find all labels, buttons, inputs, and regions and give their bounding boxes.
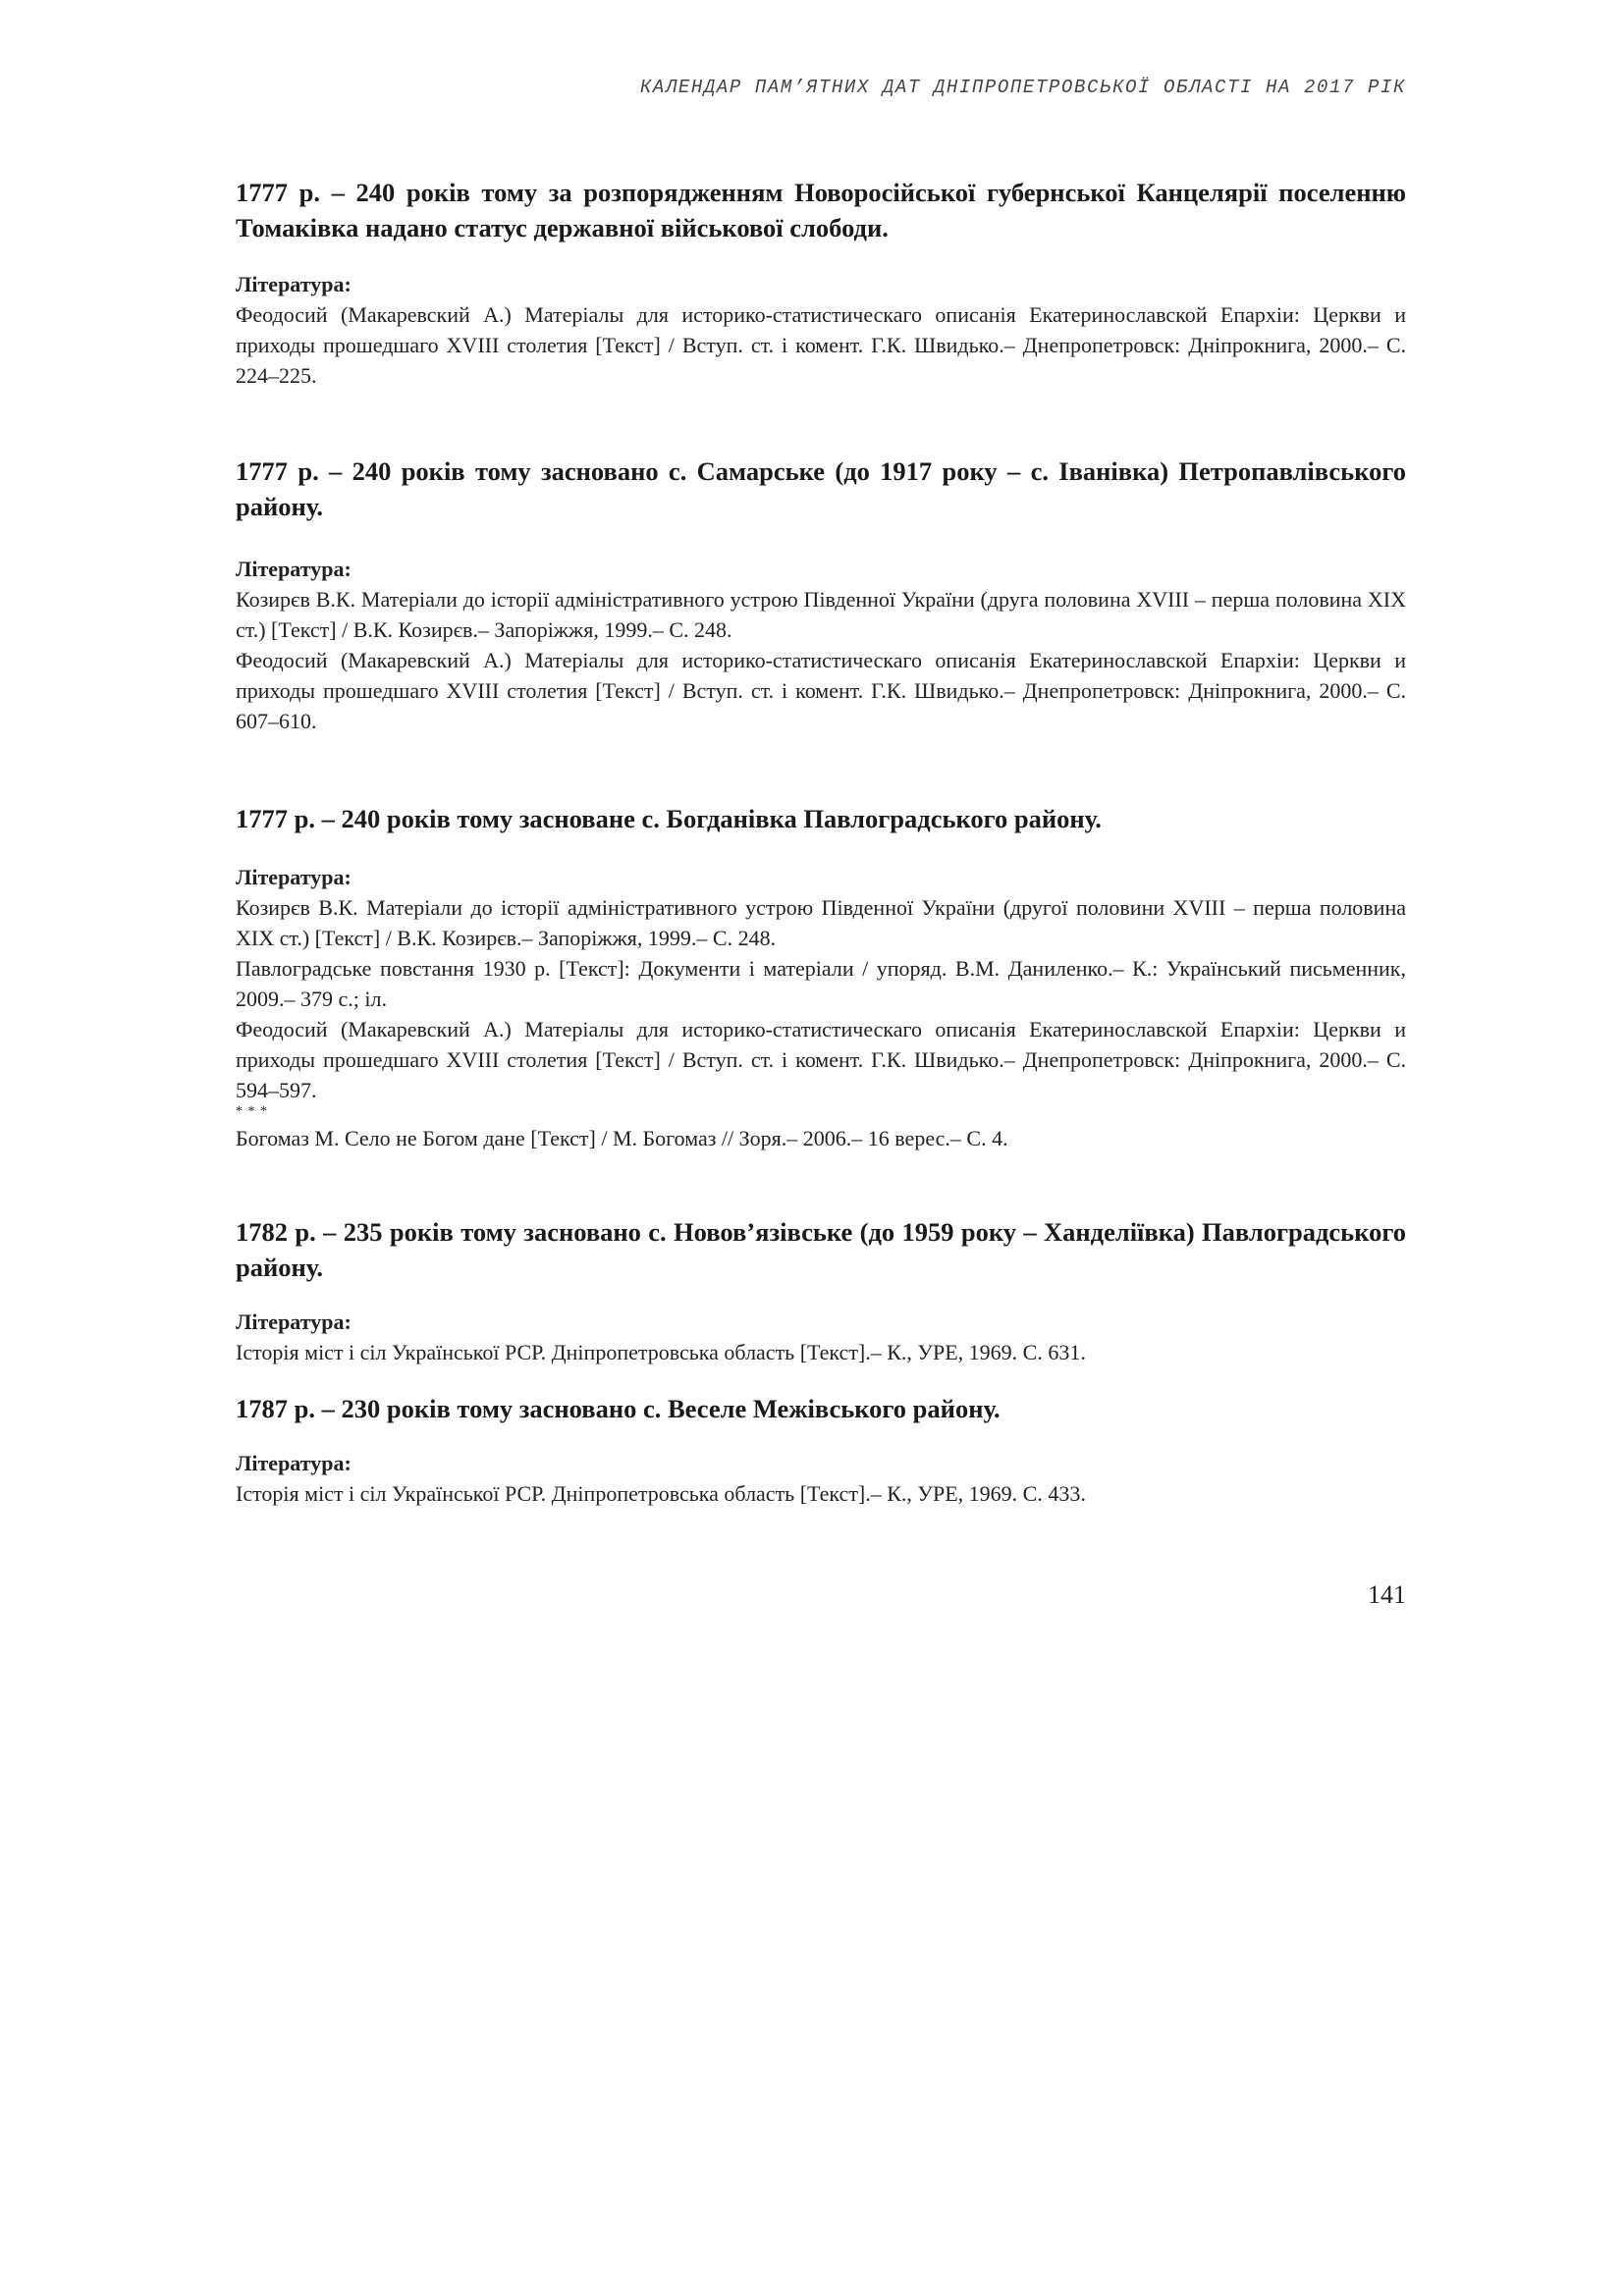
entry-title: 1787 р. – 230 років тому засновано с. Веселе Межівського району. bbox=[236, 1394, 1001, 1423]
calendar-entry bbox=[236, 454, 1406, 736]
running-header: КАЛЕНДАР ПАМ’ЯТНИХ ДАТ ДНІПРОПЕТРОВСЬКОЇ ОБЛАСТІ НА 2017 РІК bbox=[639, 77, 1406, 98]
section-separator: * * * bbox=[236, 1104, 268, 1119]
literature-heading: Література: bbox=[236, 1309, 352, 1334]
literature-reference: Феодосий (Макаревский А.) Матеріалы для историко-статистическаго описанія Екатеринославской Епархіи: Церкви и приходы прошедшаго XVIII столетия [Текст] / Вступ. ст. і комент. Г.К. Швидько.– Днепропетровск: Дніпрокнига, 2000.– С. 607–610. bbox=[236, 648, 1406, 733]
literature-heading: Література: bbox=[236, 557, 352, 581]
page-content bbox=[236, 175, 1406, 1509]
calendar-entry bbox=[236, 175, 1406, 391]
calendar-entry bbox=[236, 801, 1406, 1153]
entry-title: 1777 р. – 240 років тому засноване с. Богданівка Павлоградського району. bbox=[236, 804, 1102, 833]
literature-reference: Феодосий (Макаревский А.) Матеріалы для историко-статистическаго описанія Екатеринославской Епархіи: Церкви и приходы прошедшаго XVIII столетия [Текст] / Вступ. ст. і комент. Г.К. Швидько.– Днепропетровск: Дніпрокнига, 2000.– С. 594–597. bbox=[236, 1017, 1406, 1102]
calendar-entry bbox=[236, 1391, 1406, 1509]
entry-title: 1782 р. – 235 років тому засновано с. Нововʼязівське (до 1959 року – Ханделіївка) Павлоградського району. bbox=[236, 1217, 1406, 1282]
calendar-entry bbox=[236, 1214, 1406, 1367]
entry-title: 1777 р. – 240 років тому засновано с. Самарське (до 1917 року – с. Іванівка) Петропавлівського району. bbox=[236, 456, 1406, 521]
entry-title: 1777 р. – 240 років тому за розпорядженням Новоросійської губернської Канцелярії поселенню Томаківка надано статус державної військової слободи. bbox=[236, 178, 1406, 242]
literature-heading: Література: bbox=[236, 865, 352, 889]
literature-reference: Богомаз М. Село не Богом дане [Текст] / М. Богомаз // Зоря.– 2006.– 16 верес.– С. 4. bbox=[236, 1126, 1008, 1150]
literature-reference: Феодосий (Макаревский А.) Матеріалы для историко-статистическаго описанія Екатеринославской Епархіи: Церкви и приходы прошедшаго XVIII столетия [Текст] / Вступ. ст. і комент. Г.К. Швидько.– Днепропетровск: Дніпрокнига, 2000.– С. 224–225. bbox=[236, 302, 1406, 388]
literature-reference: Павлоградське повстання 1930 р. [Текст]: Документи і матеріали / упоряд. В.М. Даниленко.– К.: Український письменник, 2009.– 379 с.; іл. bbox=[236, 956, 1406, 1011]
literature-reference: Козирєв В.К. Матеріали до історії адміністративного устрою Південної України (друга половина XVIII – перша половина XIX ст.) [Текст] / В.К. Козирєв.– Запоріжжя, 1999.– С. 248. bbox=[236, 587, 1406, 642]
literature-heading: Література: bbox=[236, 1451, 352, 1475]
page-number: 141 bbox=[1368, 1580, 1406, 1609]
literature-reference: Історія міст і сіл Української РСР. Дніпропетровська область [Текст].– К., УРЕ, 1969. С. 631. bbox=[236, 1340, 1086, 1364]
literature-reference: Козирєв В.К. Матеріали до історії адміністративного устрою Південної України (другої половини XVIII – перша половина XIX ст.) [Текст] / В.К. Козирєв.– Запоріжжя, 1999.– С. 248. bbox=[236, 895, 1406, 950]
literature-reference: Історія міст і сіл Української РСР. Дніпропетровська область [Текст].– К., УРЕ, 1969. С. 433. bbox=[236, 1481, 1086, 1506]
literature-heading: Література: bbox=[236, 272, 352, 296]
